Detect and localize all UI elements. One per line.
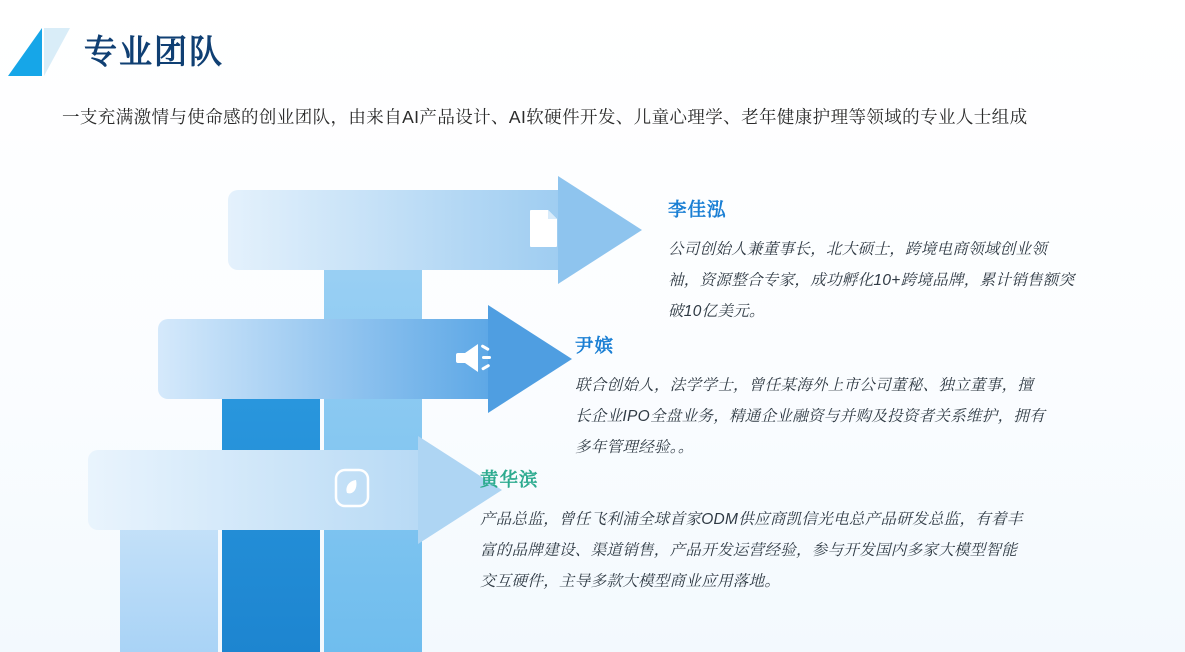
arrow-shaft-1 (228, 190, 558, 270)
member-block-3 (480, 466, 1025, 597)
member-name: 黄华滨 (480, 469, 539, 490)
member-description: 公司创始人兼董事长，北大硕士，跨境电商领域创业领袖，资源整合专家，成功孵化10+跨境品牌，累计销售额突破10亿美元。 (668, 241, 1075, 320)
arrow-shape-1 (228, 176, 642, 284)
member-name: 尹嫔 (575, 335, 615, 356)
member-name: 李佳泓 (668, 199, 727, 220)
page-title: 专业团队 (84, 33, 224, 70)
member-block-2 (575, 332, 1045, 463)
member-description: 产品总监，曾任飞利浦全球首家ODM供应商凯信光电总产品研发总监，有着丰富的品牌建设、渠道销售，产品开发运营经验，参与开发国内多家大模型智能交互硬件，主导多款大模型商业应用落地。 (480, 511, 1023, 590)
member-description: 联合创始人，法学学士，曾任某海外上市公司董秘、独立董事，擅长企业IPO全盘业务，精通企业融资与并购及投资者关系维护，拥有多年管理经验。。 (575, 377, 1046, 456)
document-icon (518, 202, 570, 254)
megaphone-icon (448, 332, 500, 384)
arrow-head-2 (488, 305, 572, 413)
arrow-head-1 (558, 176, 642, 284)
arrow-shape-3 (88, 436, 502, 544)
leaf-icon (326, 462, 378, 514)
member-block-1 (668, 196, 1078, 327)
arrow-shaft-2 (158, 319, 488, 399)
intro-paragraph: 一支充满激情与使命感的创业团队，由来自AI产品设计、AI软硬件开发、儿童心理学、老年健康护理等领域的专业人士组成 (62, 107, 1028, 127)
arrow-shape-2 (158, 305, 572, 413)
